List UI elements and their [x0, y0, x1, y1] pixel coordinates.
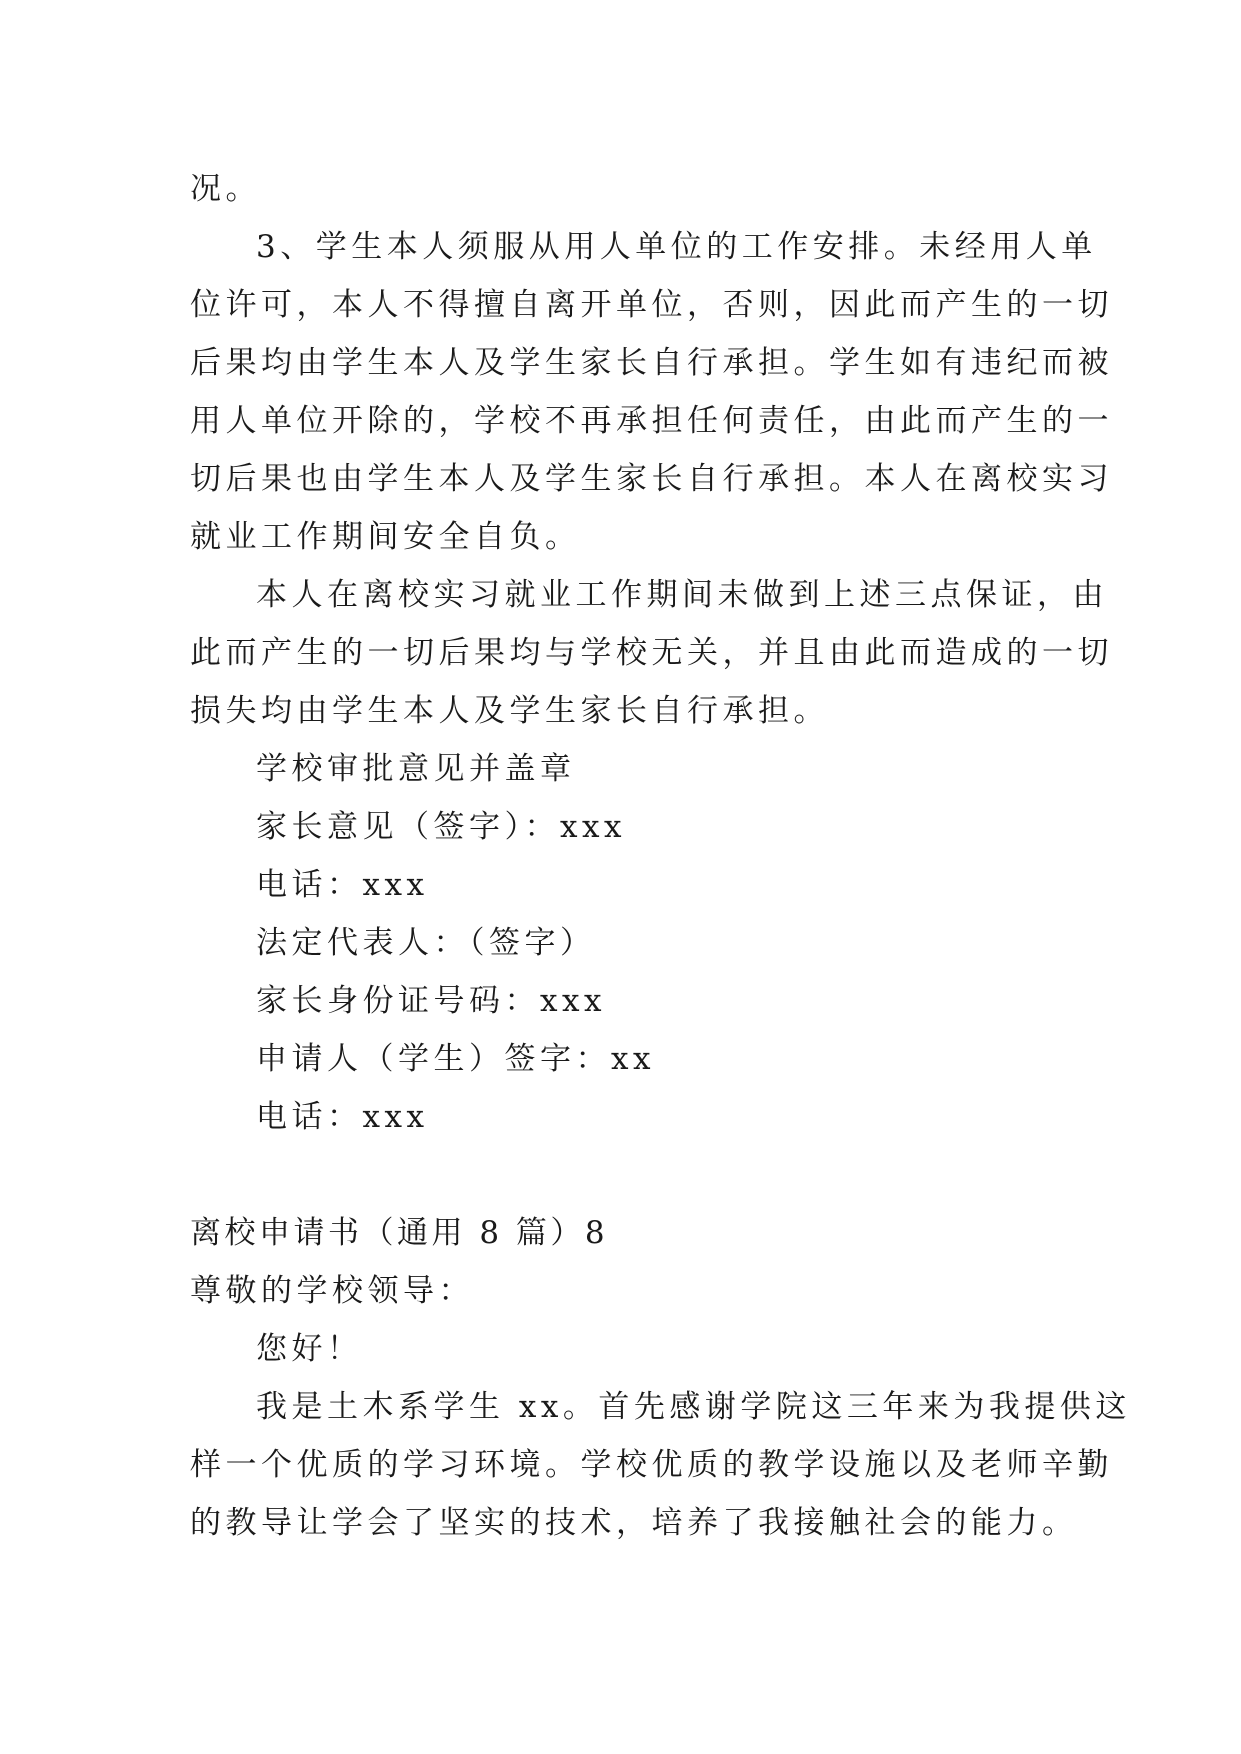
- paragraph-line: 3、学生本人须服从用人单位的工作安排。未经用人单: [256, 229, 1097, 265]
- paragraph-line: 切后果也由学生本人及学生家长自行承担。本人在离校实习: [190, 461, 1113, 497]
- legal-representative-line: 法定代表人：（签字）: [256, 925, 596, 961]
- parent-id-line: 家长身份证号码：xxx: [256, 983, 606, 1019]
- paragraph-line: 损失均由学生本人及学生家长自行承担。: [190, 693, 829, 729]
- paragraph-line: 用人单位开除的，学校不再承担任何责任，由此而产生的一: [190, 403, 1113, 439]
- phone-line: 电话：xxx: [256, 1099, 429, 1135]
- spacer: [190, 1146, 1060, 1204]
- paragraph-line: 我是土木系学生 xx。首先感谢学院这三年来为我提供这: [256, 1389, 1131, 1425]
- paragraph-line: 本人在离校实习就业工作期间未做到上述三点保证，由: [256, 577, 1108, 613]
- paragraph-line: 此而产生的一切后果均与学校无关，并且由此而造成的一切: [190, 635, 1113, 671]
- section-title: 离校申请书（通用 8 篇）8: [190, 1215, 609, 1251]
- parent-opinion-line: 家长意见（签字）：xxx: [256, 809, 626, 845]
- school-approval-line: 学校审批意见并盖章: [256, 751, 576, 787]
- paragraph-line: 样一个优质的学习环境。学校优质的教学设施以及老师辛勤: [190, 1447, 1113, 1483]
- paragraph-line: 的教导让学会了坚实的技术，培养了我接触社会的能力。: [190, 1505, 1078, 1541]
- phone-line: 电话：xxx: [256, 867, 429, 903]
- document-body: [190, 160, 1131, 1552]
- greeting: 您好！: [256, 1331, 363, 1367]
- paragraph-line: 位许可，本人不得擅自离开单位，否则，因此而产生的一切: [190, 287, 1113, 323]
- paragraph-line: 就业工作期间安全自负。: [190, 519, 581, 555]
- salutation: 尊敬的学校领导：: [190, 1273, 474, 1309]
- applicant-signature-line: 申请人（学生）签字：xx: [256, 1041, 655, 1077]
- paragraph-line: 况。: [190, 171, 261, 207]
- paragraph-line: 后果均由学生本人及学生家长自行承担。学生如有违纪而被: [190, 345, 1113, 381]
